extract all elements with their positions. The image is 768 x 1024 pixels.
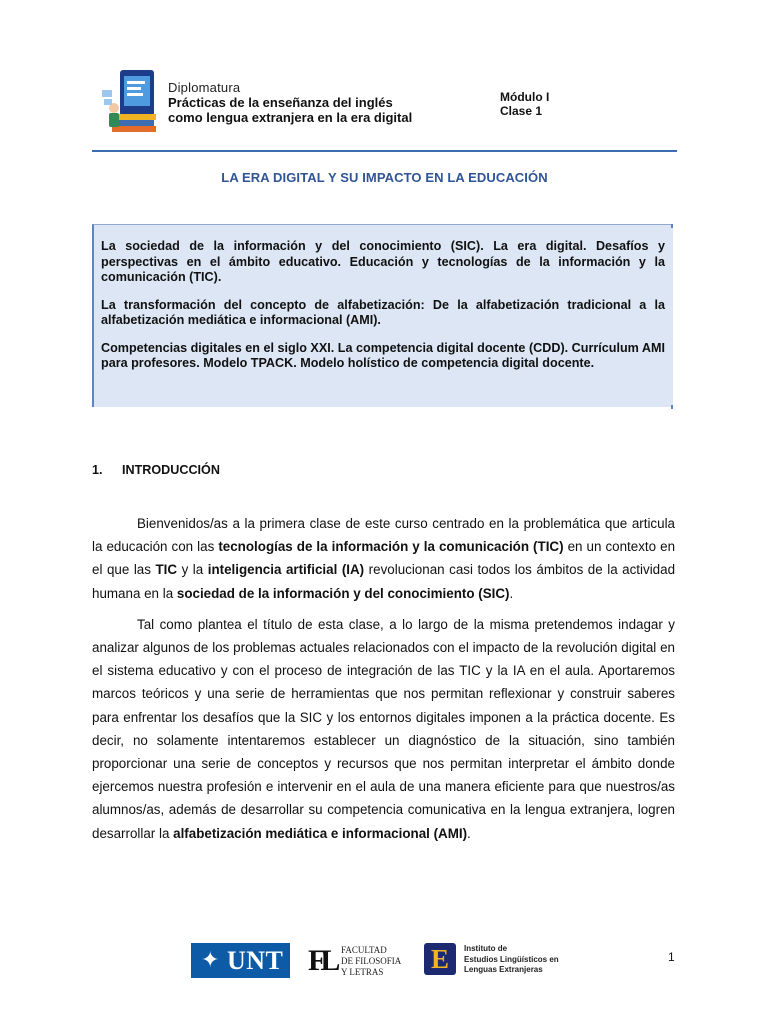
bold-term: inteligencia artificial (IA) [207, 562, 365, 578]
ielen-monogram: E [431, 944, 450, 974]
footer-logos [0, 942, 768, 982]
summary-paragraph: La sociedad de la información y del conocimiento (SIC). La era digital. Desafíos y perspectivas en el ámbito educativo. Educación y tecnologías de la información y la comunicación (TIC). [101, 239, 665, 284]
text-run: . [467, 825, 471, 841]
section-number: 1. [92, 463, 103, 477]
text-run: revolucionan casi todos los ámbitos de la actividad humana en la [92, 562, 676, 601]
page-number: 1 [668, 950, 675, 964]
course-title-block [168, 80, 412, 125]
star-icon: ✦ [201, 947, 220, 972]
text-run: Tal como plantea el título de esta clase, a lo largo de la misma pretendemos indagar y analizar algunos de los problemas actuales relacionados con el impacto de la revolución digital en el sistema educativo y con el proceso de integración de las TIC y la IA en el aula. Aportaremos marcos teóricos y una serie de herramientas que nos permitan reflexionar y construir saberes para enfrentar los desafíos que la SIC y los entornos digitales imponen a la práctica docente. Es decir, no solamente intentaremos establecer un diagnóstico de la situación, sino también proporcionar una serie de conceptos y recursos que nos permitan interpretar el ámbito donde ejercemos nuestra profesión e intervenir en el aula de una manera eficiente para que nuestros/as alumnos/as, además de desarrollar su competencia comunicativa en la lengua extranjera, logren desarrollar la [92, 616, 675, 841]
ielen-line: Estudios Lingüísticos en [464, 954, 559, 964]
text-run: . [509, 585, 514, 601]
text-run: y la [177, 562, 208, 578]
ielen-line: Instituto de [464, 944, 508, 953]
ffyl-logo-text [341, 945, 401, 978]
bold-term: tecnologías de la información y la comunicación (TIC) [218, 539, 564, 555]
ffyl-line: DE FILOSOFIA [341, 956, 402, 966]
ielen-logo-text [464, 944, 559, 976]
module-class-label [500, 90, 549, 118]
unt-logo-text: UNT [227, 946, 284, 975]
course-title-line2: como lengua extranjera en la era digital [168, 110, 413, 125]
ielen-badge [424, 943, 456, 975]
body-paragraph-2 [92, 613, 675, 845]
bold-term: alfabetización mediática e informacional (AMI) [173, 825, 468, 841]
digital-education-logo-icon [100, 68, 162, 138]
unt-logo [191, 943, 290, 978]
ffyl-monogram: FL [308, 944, 335, 977]
document-header [92, 66, 677, 144]
module-label: Módulo I [500, 90, 550, 104]
summary-paragraph: La transformación del concepto de alfabetización: De la alfabetización tradicional a la alfabetización mediática e informacional (AMI). [101, 297, 665, 327]
class-label: Clase 1 [500, 104, 543, 118]
body-paragraph-1 [92, 512, 675, 605]
section-title: INTRODUCCIÓN [122, 463, 220, 477]
ielen-logo [424, 943, 564, 979]
text-run: en un contexto en el que las [92, 539, 676, 578]
section-heading [92, 463, 220, 477]
ielen-line: Lenguas Extranjeras [464, 965, 543, 974]
diplomatura-label: Diplomatura [168, 80, 241, 95]
ffyl-line: Y LETRAS [341, 967, 384, 977]
body-text [92, 512, 675, 853]
header-divider [92, 150, 677, 152]
summary-box [92, 224, 673, 407]
summary-paragraph: Competencias digitales en el siglo XXI. La competencia digital docente (CDD). Currículum AMI para profesores. Modelo TPACK. Modelo holístico de competencia digital docente. [101, 340, 665, 370]
ffyl-line: FACULTAD [341, 945, 387, 955]
summary-box-edge [671, 224, 673, 409]
text-run: Bienvenidos/as a la primera clase de este curso centrado en la problemática que articula la educación con las [92, 516, 675, 555]
bold-term: TIC [155, 562, 178, 578]
bold-term: sociedad de la información y del conocimiento (SIC) [176, 585, 510, 601]
course-title-line1: Prácticas de la enseñanza del inglés [168, 95, 393, 110]
ffyl-logo [308, 945, 408, 979]
page-title: LA ERA DIGITAL Y SU IMPACTO EN LA EDUCACIÓN [221, 170, 548, 185]
